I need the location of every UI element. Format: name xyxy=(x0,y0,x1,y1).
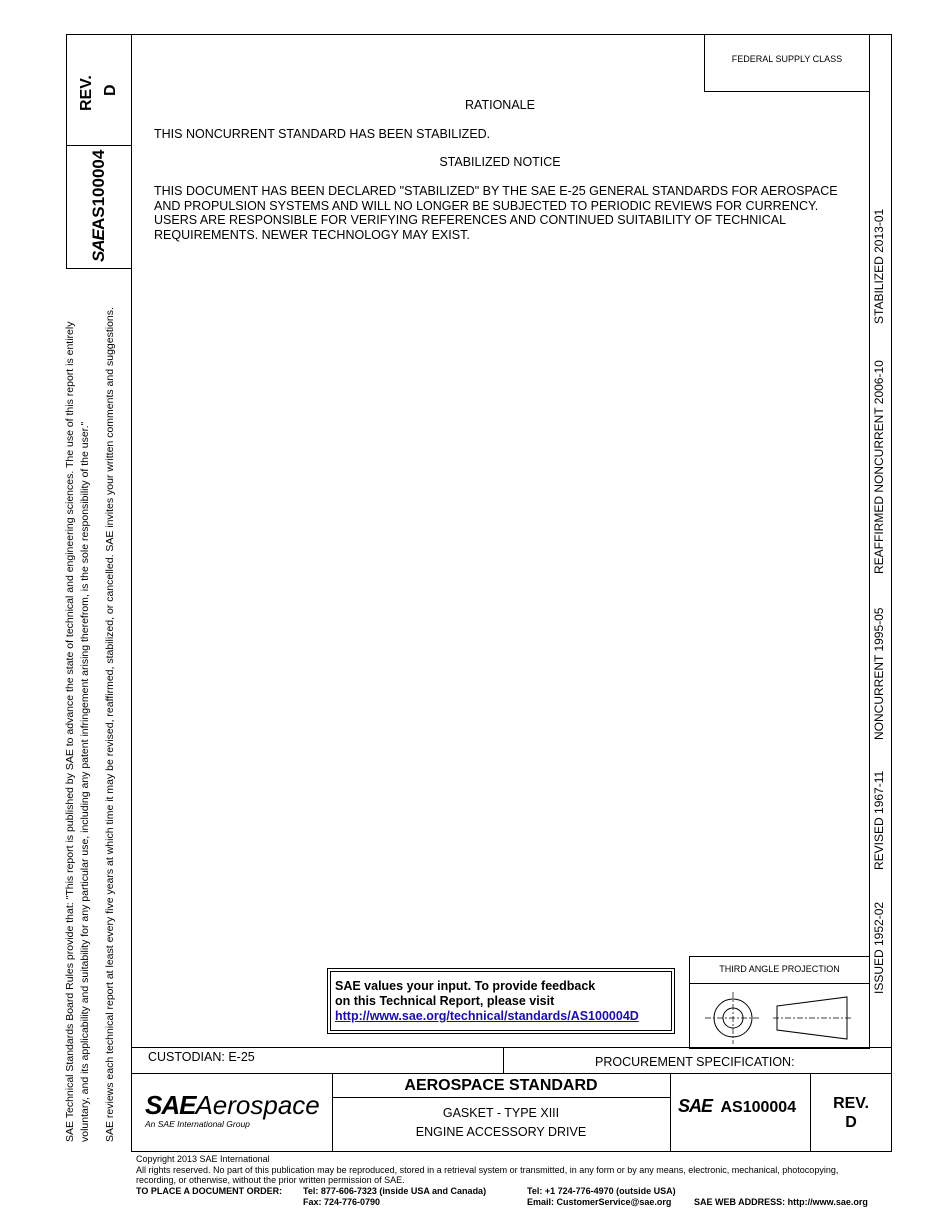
title-block-middle-line xyxy=(131,1073,892,1074)
custodian-label: CUSTODIAN: E-25 xyxy=(148,1050,255,1064)
footer-fax: Fax: 724-776-0790 xyxy=(303,1197,381,1207)
sidebar-rules-line3: SAE reviews each technical report at least every five years at which time it may be revised, reaffirmed, stabilized, or cancelled. SAE invites your written comments and suggestions. xyxy=(104,307,116,1142)
procurement-label: PROCUREMENT SPECIFICATION: xyxy=(595,1055,795,1069)
notice-line: REQUIREMENTS. NEWER TECHNOLOGY MAY EXIST. xyxy=(154,227,470,242)
custodian-divider xyxy=(503,1047,504,1073)
document-title-line1: GASKET - TYPE XIII xyxy=(442,1106,560,1120)
footer xyxy=(136,1154,896,1186)
projection-label: THIRD ANGLE PROJECTION xyxy=(719,964,840,974)
notice-line: AND PROPULSION SYSTEMS AND WILL NO LONGER BE SUBJECTED TO PERIODIC REVIEWS FOR CURRENCY. xyxy=(154,198,819,213)
document-title-line2: ENGINE ACCESSORY DRIVE xyxy=(415,1125,587,1139)
sae-logo-icon: SAE xyxy=(89,230,108,262)
history-column-divider xyxy=(869,34,870,1048)
footer-tel-outside: Tel: +1 724-776-4970 (outside USA) xyxy=(527,1186,676,1196)
footer-tel-inside: Tel: 877-606-7323 (inside USA and Canada) xyxy=(303,1186,487,1196)
feedback-line: on this Technical Report, please visit xyxy=(335,994,555,1008)
title-block-rev: REV. D xyxy=(833,1095,869,1131)
feedback-line: SAE values your input. To provide feedback xyxy=(335,979,596,993)
footer-web[interactable]: SAE WEB ADDRESS: http://www.sae.org xyxy=(694,1197,868,1207)
sidebar-rev-letter: D xyxy=(102,84,119,96)
title-divider xyxy=(670,1073,671,1152)
feedback-link[interactable]: http://www.sae.org/technical/standards/AS100004D xyxy=(335,1009,639,1023)
federal-supply-class-label: FEDERAL SUPPLY CLASS xyxy=(731,54,843,64)
sidebar-doc-number: SAEAS100004 xyxy=(89,149,108,262)
footer-rights-line1: All rights reserved. No part of this publication may be reproduced, stored in a retrieval system or transmitted, in any form or by any means, electronic, mechanical, photocopying, xyxy=(136,1164,839,1175)
title-block-top-line xyxy=(131,1047,892,1048)
logo-subtitle: An SAE International Group xyxy=(145,1119,250,1129)
standard-type-underline xyxy=(332,1097,670,1098)
history-issued: ISSUED 1952-02 xyxy=(872,901,886,994)
notice-heading: STABILIZED NOTICE xyxy=(439,155,561,169)
feedback-text xyxy=(335,979,639,1024)
rationale-text: THIS NONCURRENT STANDARD HAS BEEN STABILIZED. xyxy=(154,127,491,141)
rationale-heading: RATIONALE xyxy=(465,98,535,112)
history-noncurrent: NONCURRENT 1995-05 xyxy=(872,607,886,740)
sae-logo-icon: SAE xyxy=(145,1090,196,1120)
footer-email: Email: CustomerService@sae.org xyxy=(527,1197,672,1207)
sidebar-rules-line2: voluntary, and its applicability and suitability for any particular use, including any patent infringement arising therefrom, is the sole responsibility of the user." xyxy=(79,421,91,1142)
history-reaffirmed: REAFFIRMED NONCURRENT 2006-10 xyxy=(872,360,886,574)
notice-line: THIS DOCUMENT HAS BEEN DECLARED "STABILIZED" BY THE SAE E-25 GENERAL STANDARDS FOR AEROSPACE xyxy=(154,184,838,198)
notice-line: USERS ARE RESPONSIBLE FOR VERIFYING REFERENCES AND CONTINUED SUITABILITY OF TECHNICAL xyxy=(154,213,787,227)
sidebar-rev-label: REV. xyxy=(78,75,95,111)
projection-divider xyxy=(689,983,870,984)
standard-type: AEROSPACE STANDARD xyxy=(404,1077,598,1094)
aerospace-wordmark: Aerospace xyxy=(195,1090,320,1120)
third-angle-projection-icon xyxy=(695,990,865,1046)
sidebar-rev-box xyxy=(66,34,132,146)
notice-body xyxy=(154,184,854,242)
sae-logo-icon: SAE xyxy=(678,1096,713,1116)
sidebar-rules-line1: SAE Technical Standards Board Rules provide that: "This report is published by SAE to advance the state of technical and engineering sciences. The use of this report is entirely xyxy=(64,321,76,1142)
sae-aerospace-logo xyxy=(145,1090,320,1121)
title-block-doc-number: SAE AS100004 xyxy=(678,1096,797,1116)
footer-rights-line2: recording, or otherwise, without the prior written permission of SAE. xyxy=(136,1175,405,1185)
footer-order-label: TO PLACE A DOCUMENT ORDER: xyxy=(136,1186,283,1196)
footer-copyright: Copyright 2013 SAE International xyxy=(136,1154,270,1164)
history-revised: REVISED 1967-11 xyxy=(872,770,886,870)
history-stabilized: STABILIZED 2013-01 xyxy=(872,208,886,324)
